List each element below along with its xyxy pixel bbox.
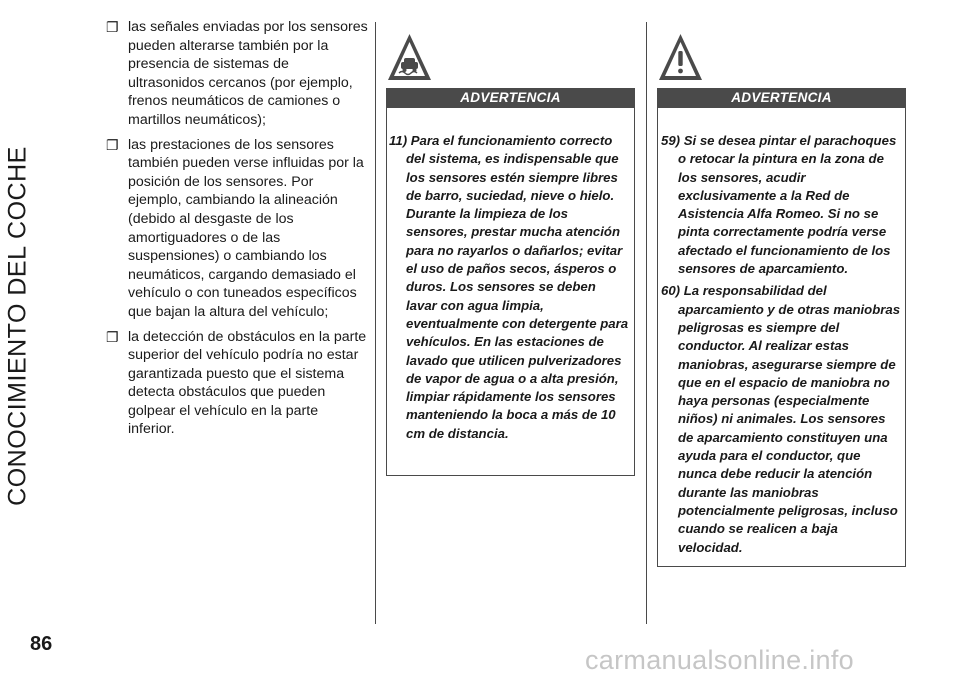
- exclamation-warning-icon: [657, 32, 704, 82]
- checkbox-bullet-icon: ❐: [106, 136, 119, 153]
- warning-box-right: [657, 108, 906, 567]
- car-skid-warning-icon: [386, 32, 433, 82]
- warning-box-left: [386, 108, 635, 476]
- list-item: [103, 136, 368, 322]
- page-number: 86: [30, 633, 53, 655]
- warning-header-left: ADVERTENCIA: [386, 88, 635, 108]
- list-item: [103, 328, 368, 440]
- watermark: carmanualsonline.info: [585, 645, 854, 675]
- warning-item: 11) Para el funcionamiento correcto del sistema, es indispensable que los sensores estén siempre libres de barro, suciedad, nieve o hielo. Durante la limpieza de los sensores, prestar mucha atención para no rayarlos o dañarlos; evitar el uso de paños secos, ásperos o duros. Los sensores se deben lavar con agua limpia, eventualmente con detergente para vehículos. En las estaciones de lavado que utilicen pulverizadores de vapor de agua o a alta presión, limpiar rápidamente los sensores manteniendo la boca a más de 10 cm de distancia.: [389, 133, 629, 441]
- column-divider-2: [646, 22, 647, 624]
- warning-header-right: ADVERTENCIA: [657, 88, 906, 108]
- section-side-title-text: CONOCIMIENTO DEL COCHE: [3, 146, 32, 506]
- list-item-text: la detección de obstáculos en la parte superior del vehículo podría no estar garantizada puesto que el sistema detecta obstáculos que pueden golpear el vehículo en la parte inferior.: [128, 328, 367, 438]
- bullet-list: [103, 18, 368, 445]
- column-divider-1: [375, 22, 376, 624]
- list-item: [103, 18, 368, 130]
- list-item-text: las prestaciones de los sensores también pueden verse influidas por la posición de los sensores. Por ejemplo, cambiando la alineación (debido al desgaste de los amortiguadores o de las suspensiones) o cambiando los neumáticos, cargando demasiado el vehículo o con tuneados específicos que bajan la altura del vehículo;: [128, 136, 364, 320]
- list-item-text: las señales enviadas por los sensores pueden alterarse también por la presencia de sistemas de ultrasonidos cercanos (por ejemplo, frenos neumáticos de camiones o martillos neumáticos);: [128, 19, 368, 128]
- checkbox-bullet-icon: ❐: [106, 19, 119, 35]
- warning-item: 60) La responsabilidad del aparcamiento y de otras maniobras peligrosas es siempre del conductor. Al realizar estas maniobras, asegurarse siempre de que en el espacio de maniobra no haya personas (especialmente niños) ni animales. Los sensores de aparcamiento constituyen una ayuda para el conductor, que nunca debe reducir la atención durante las maniobras potencialmente peligrosas, incluso cuando se realicen a baja velocidad.: [661, 283, 901, 555]
- checkbox-bullet-icon: ❐: [106, 328, 119, 345]
- warning-item: 59) Si se desea pintar el parachoques o retocar la pintura en la zona de los sensores, acudir exclusivamente a la Red de Asistencia Alfa Romeo. Si no se pinta correctamente podría verse afectado el funcionamiento de los sensores de aparcamiento.: [661, 133, 897, 277]
